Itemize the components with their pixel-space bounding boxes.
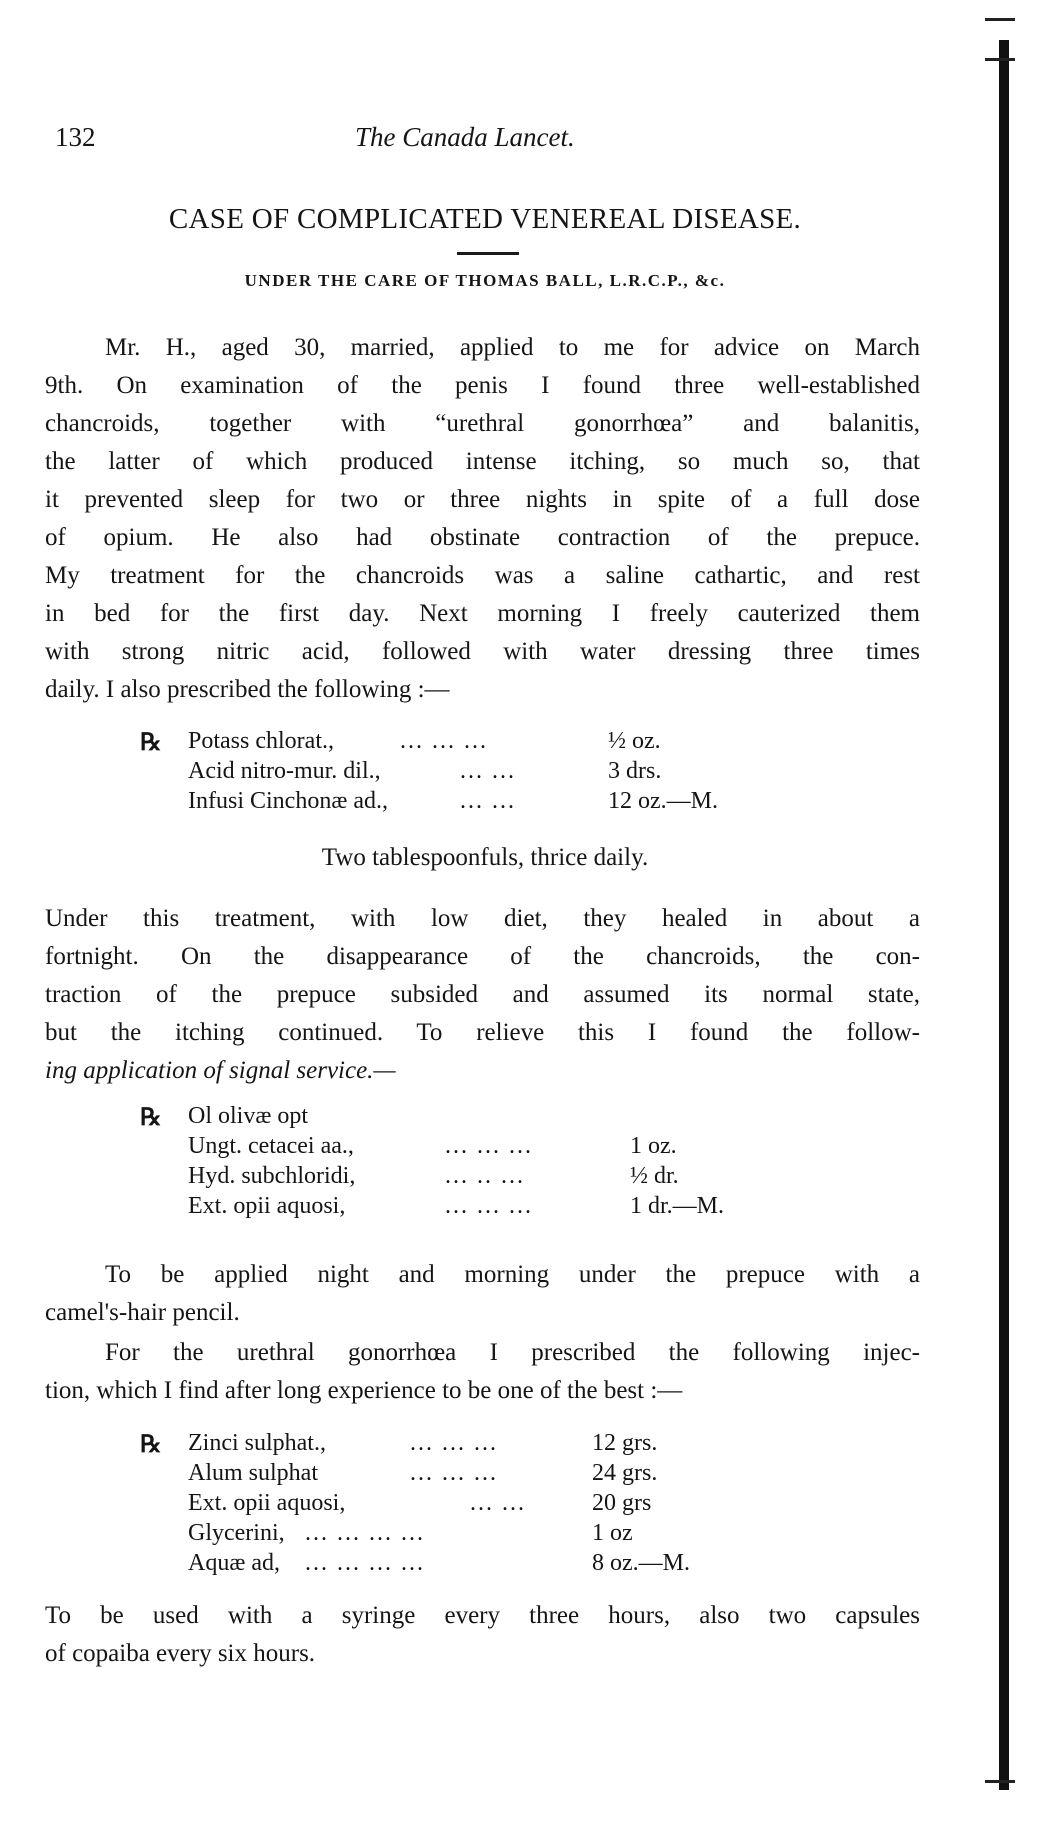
text-line: 9th. On examination of the penis I found three well-established — [45, 372, 920, 399]
title-rule — [457, 252, 519, 255]
text-line: fortnight. On the disappearance of the chancroids, the con- — [45, 943, 920, 970]
text-line: ing application of signal service.— — [45, 1057, 396, 1084]
leader-dots: ... ... ... — [400, 728, 488, 754]
paragraph-application — [45, 1256, 920, 1332]
ingredient-quantity: 24 grs. — [592, 1460, 658, 1486]
text-line: My treatment for the chancroids was a saline cathartic, and rest — [45, 562, 920, 589]
paragraph-syringe-instructions — [45, 1597, 920, 1673]
leader-dots: ... ... ... — [410, 1430, 498, 1456]
text-line: For the urethral gonorrhœa I prescribed the following injec- — [105, 1339, 920, 1366]
text-line: but the itching continued. To relieve this I found the follow- — [45, 1019, 920, 1046]
ingredient-quantity: 1 oz. — [630, 1133, 677, 1159]
running-header — [55, 122, 915, 162]
text-line: Under this treatment, with low diet, they healed in about a — [45, 905, 920, 932]
dosage-directions: Two tablespoonfuls, thrice daily. — [321, 844, 649, 871]
ingredient-quantity: 8 oz.—M. — [592, 1550, 690, 1576]
recipe-symbol: ℞ — [140, 730, 162, 756]
text-line: of copaiba every six hours. — [45, 1640, 316, 1667]
scan-binding-edge — [999, 0, 1009, 1827]
text-line: it prevented sleep for two or three nights in spite of a full dose — [45, 486, 920, 513]
leader-dots: ... .. ... — [445, 1163, 525, 1189]
ingredient-quantity: 3 drs. — [608, 758, 662, 784]
text-line: with strong nitric acid, followed with water dressing three times — [45, 638, 920, 665]
leader-dots: ... ... — [470, 1490, 526, 1516]
ingredient-name: Infusi Cinchonæ ad., — [188, 788, 388, 814]
page-number: 132 — [55, 122, 96, 152]
recipe-symbol: ℞ — [140, 1105, 162, 1131]
paragraph-case-history — [45, 329, 920, 709]
leader-dots: ... ... ... — [445, 1193, 533, 1219]
text-line: of opium. He also had obstinate contraction of the prepuce. — [45, 524, 920, 551]
ingredient-quantity: 12 grs. — [592, 1430, 658, 1456]
ingredient-name: Acid nitro-mur. dil., — [188, 758, 381, 784]
journal-title: The Canada Lancet. — [355, 122, 575, 152]
recipe-symbol: ℞ — [140, 1432, 162, 1458]
binding-mark — [985, 58, 1015, 61]
text-line: Mr. H., aged 30, married, applied to me for advice on March — [105, 334, 920, 361]
text-line: To be applied night and morning under the prepuce with a — [105, 1261, 920, 1288]
ingredient-quantity: ½ dr. — [630, 1163, 679, 1189]
ingredient-quantity: 20 grs — [592, 1490, 652, 1516]
leader-dots: ... ... ... — [445, 1133, 533, 1159]
text-line: traction of the prepuce subsided and assumed its normal state, — [45, 981, 920, 1008]
ingredient-quantity: ½ oz. — [608, 728, 661, 754]
ingredient-quantity: 1 dr.—M. — [630, 1193, 725, 1219]
binding-bar — [999, 40, 1009, 1790]
leader-dots: ... ... — [460, 758, 516, 784]
ingredient-name: Ext. opii aquosi, — [188, 1490, 346, 1516]
ingredient-name: Alum sulphat — [188, 1460, 318, 1486]
ingredient-name: Zinci sulphat., — [188, 1430, 326, 1456]
paragraph-injection — [45, 1334, 920, 1410]
text-line: in bed for the first day. Next morning I freely cauterized them — [45, 600, 920, 627]
text-line: the latter of which produced intense itching, so much so, that — [45, 448, 920, 475]
ingredient-name: Ungt. cetacei aa., — [188, 1133, 354, 1159]
ingredient-name: Potass chlorat., — [188, 728, 334, 754]
ingredient-name: Ol olivæ opt — [188, 1103, 309, 1129]
leader-dots: ... ... ... ... — [305, 1520, 425, 1546]
ingredient-name: Hyd. subchloridi, — [188, 1163, 356, 1189]
text-line: tion, which I find after long experience to be one of the best :— — [45, 1377, 683, 1404]
article-title: CASE OF COMPLICATED VENEREAL DISEASE. — [168, 203, 802, 235]
article-byline: UNDER THE CARE OF THOMAS BALL, L.R.C.P., &c. — [244, 271, 726, 290]
text-line: daily. I also prescribed the following :— — [45, 676, 450, 703]
ingredient-name: Ext. opii aquosi, — [188, 1193, 346, 1219]
leader-dots: ... ... — [460, 788, 516, 814]
text-line: camel's-hair pencil. — [45, 1299, 240, 1326]
binding-mark — [985, 18, 1015, 21]
ingredient-quantity: 12 oz.—M. — [608, 788, 718, 814]
ingredient-name: Glycerini, — [188, 1520, 285, 1546]
binding-mark — [985, 1780, 1015, 1783]
paragraph-treatment-result — [45, 900, 920, 1090]
leader-dots: ... ... ... ... — [305, 1550, 425, 1576]
leader-dots: ... ... ... — [410, 1460, 498, 1486]
ingredient-name: Aquæ ad, — [188, 1550, 280, 1576]
text-line: To be used with a syringe every three hours, also two capsules — [45, 1602, 920, 1629]
text-line: chancroids, together with “urethral gonorrhœa” and balanitis, — [45, 410, 920, 437]
ingredient-quantity: 1 oz — [592, 1520, 633, 1546]
